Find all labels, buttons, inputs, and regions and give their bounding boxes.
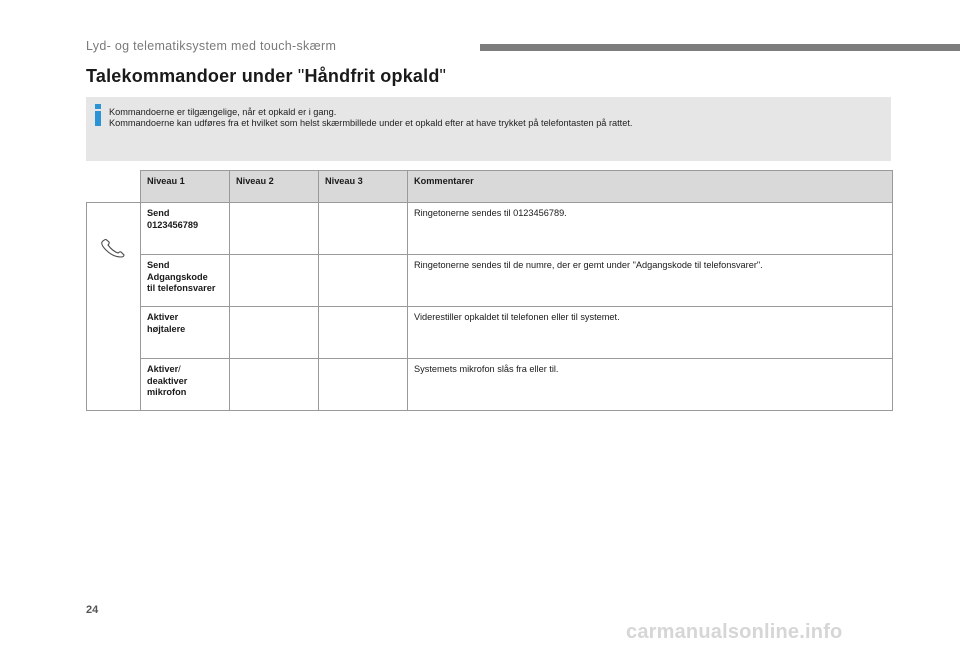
table-row [87, 307, 893, 359]
info-icon [94, 104, 102, 126]
command-line: Send [147, 260, 170, 270]
command-line: Adgangskode [147, 271, 208, 282]
comment-cell: Viderestiller opkaldet til telefonen eller til systemet. [408, 307, 893, 359]
level1-cell [141, 203, 230, 255]
command-word: Aktiver [147, 364, 179, 374]
info-box [86, 97, 891, 161]
header-comments: Kommentarer [408, 171, 893, 203]
level3-cell [319, 255, 408, 307]
level3-cell [319, 203, 408, 255]
page-title [86, 66, 446, 87]
header-blank-cell [87, 171, 141, 203]
page-number: 24 [86, 604, 99, 616]
level2-cell [230, 307, 319, 359]
command-line: 0123456789 [147, 219, 199, 230]
level3-cell [319, 307, 408, 359]
table-header-row [87, 171, 893, 203]
comment-cell: Ringetonerne sendes til 0123456789. [408, 203, 893, 255]
header-level-3: Niveau 3 [319, 171, 408, 203]
level1-cell [141, 307, 230, 359]
level1-cell [141, 359, 230, 411]
watermark: carmanualsonline.info [626, 621, 843, 643]
table-row [87, 359, 893, 411]
section-header-title: Lyd- og telematiksystem med touch-skærm [86, 39, 337, 53]
level1-cell [141, 255, 230, 307]
page-title-prefix: Talekommandoer under [86, 66, 298, 86]
info-line-1: Kommandoerne er tilgængelige, når et opkald er i gang. [109, 107, 337, 117]
command-line: Aktiver [147, 312, 179, 322]
command-line: Send [147, 208, 170, 218]
page-title-bold: Håndfrit opkald [304, 66, 440, 86]
level3-cell [319, 359, 408, 411]
info-text [109, 107, 632, 129]
comment-cell: Ringetonerne sendes til de numre, der er gemt under "Adgangskode til telefonsvarer". [408, 255, 893, 307]
command-line: mikrofon [147, 387, 187, 397]
info-line-2: Kommandoerne kan udføres fra et hvilket som helst skærmbillede under et opkald efter at have trykket på telefontasten på rattet. [109, 118, 633, 128]
command-line: højtalere [147, 323, 186, 334]
command-line [147, 364, 223, 376]
table-row [87, 255, 893, 307]
level2-cell [230, 203, 319, 255]
phone-handset-icon [99, 239, 127, 263]
voice-commands-table [86, 170, 893, 411]
header-level-2: Niveau 2 [230, 171, 319, 203]
command-line: til telefonsvarer [147, 283, 216, 293]
icon-cell [87, 203, 141, 411]
level2-cell [230, 255, 319, 307]
command-line: deaktiver [147, 375, 188, 386]
header-level-1: Niveau 1 [141, 171, 230, 203]
page-title-close-quote: " [439, 66, 447, 86]
level2-cell [230, 359, 319, 411]
command-slash: / [178, 364, 181, 374]
header-bar [480, 44, 960, 51]
page-title-open-quote: " [297, 66, 305, 86]
comment-cell: Systemets mikrofon slås fra eller til. [408, 359, 893, 411]
table-row [87, 203, 893, 255]
